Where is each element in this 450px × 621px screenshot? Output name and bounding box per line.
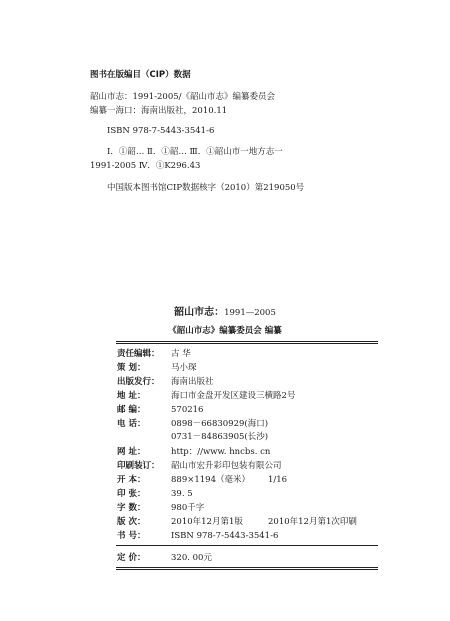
row-value: ISBN 978-7-5443-3541-6 <box>171 531 279 541</box>
cip-line-2: 编纂一海口：海南出版社，2010.11 <box>90 106 228 116</box>
row-extra: 2010年12月第1次印刷 <box>268 517 357 527</box>
row-value: 320. 00元 <box>171 553 212 563</box>
cip-classification-2: 1991-2005 Ⅳ．①K296.43 <box>90 161 201 171</box>
cip-isbn: ISBN 978-7-5443-3541-6 <box>107 126 215 136</box>
cip-line-1: 韶山市志：1991-2005/《韶山市志》编纂委员会 <box>90 92 276 102</box>
row-label: 网 址： <box>117 447 146 457</box>
row-value: 889×1194（毫米） <box>171 475 250 485</box>
row-label: 字 数： <box>117 503 146 513</box>
cip-record-number: 中国版本图书馆CIP数据核字（2010）第219050号 <box>107 183 305 193</box>
row-label: 邮 编： <box>117 405 146 415</box>
row-value: 马小琛 <box>171 363 197 373</box>
row-value: 韶山市宏升彩印包装有限公司 <box>171 461 282 471</box>
top-rule <box>116 341 378 342</box>
book-title: 韶山市志： <box>174 307 225 318</box>
top-rule-inner <box>116 343 378 344</box>
price-rule <box>116 545 378 546</box>
row-label: 地 址： <box>117 391 146 401</box>
row-value: 海南出版社 <box>171 377 214 387</box>
row-value: 海口市金盘开发区建设三横路2号 <box>171 391 296 401</box>
bottom-rule-inner <box>116 567 378 568</box>
row-label: 定 价： <box>117 553 146 563</box>
row-label: 印刷装订： <box>117 461 160 471</box>
row-label: 策 划： <box>117 363 146 373</box>
row-label: 版 次： <box>117 517 146 527</box>
book-title-line <box>0 308 450 318</box>
cip-classification-1: Ⅰ．①韶… Ⅱ．①韶… Ⅲ．①韶山市一地方志一 <box>107 147 283 157</box>
row-value: 39. 5 <box>171 489 193 499</box>
row-extra: 1/16 <box>268 475 288 485</box>
row-value: 0898－66830929(海口) <box>171 419 269 429</box>
row-label: 开 本： <box>117 475 146 485</box>
cip-heading: 图书在版编目（CIP）数据 <box>90 70 191 80</box>
row-label: 印 张： <box>117 489 146 499</box>
row-value: 0731－84863905(长沙) <box>171 432 269 442</box>
row-value: http：//www. hncbs. cn <box>171 447 271 457</box>
row-label: 出版发行： <box>117 377 160 387</box>
row-value: 古 华 <box>171 349 191 359</box>
row-value: 980千字 <box>171 503 205 513</box>
book-years: 1991—2005 <box>224 308 276 318</box>
row-value: 570216 <box>171 405 204 415</box>
row-label: 责任编辑： <box>117 349 160 359</box>
bottom-rule <box>116 569 378 570</box>
row-label: 书 号： <box>117 531 146 541</box>
book-editor-credit: 《韶山市志》编纂委员会 编纂 <box>168 326 282 336</box>
row-value: 2010年12月第1版 <box>171 517 243 527</box>
row-label: 电 话： <box>117 419 146 429</box>
